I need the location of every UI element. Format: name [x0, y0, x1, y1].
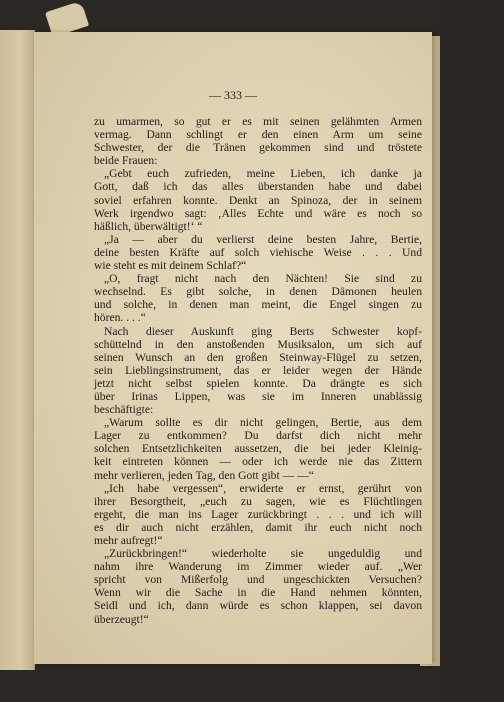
text-line: Seidl und ich, dann würde es schon klappen, sei davon: [94, 599, 422, 613]
text-line: überzeugt!“: [94, 612, 149, 626]
text-line: Schwester, der die Tränen gekommen sind und tröstete: [94, 141, 422, 155]
text-line: und solche, in denen man meint, die Engel singen zu: [94, 298, 422, 312]
text-line: jetzt nicht selbst spielen konnte. Da drängte es sich: [94, 376, 422, 390]
body-text: [94, 115, 422, 626]
text-line: beschäftigte:: [94, 403, 154, 417]
text-line: soviel erfahren konnte. Denkt an Spinoza, der in seinem: [94, 193, 422, 207]
text-line: sein Lieblingsinstrument, das er leider wegen der Hände: [94, 363, 422, 377]
text-line: „Warum sollte es dir nicht gelingen, Bertie, aus dem: [104, 416, 422, 430]
text-line: wechselnd. Es gibt solche, in denen Dämonen heulen: [94, 285, 422, 299]
text-line: vermag. Dann schlingt er den einen Arm um seine: [94, 128, 422, 142]
text-line: keit eintreten können — oder ich werde nie das Zittern: [94, 455, 422, 469]
text-line: „Zurückbringen!“ wiederholte sie ungeduldig und: [104, 547, 422, 561]
book-page: [34, 32, 432, 664]
text-line: mehr aufregt!“: [94, 534, 163, 547]
text-line: ergeht, die man ins Lager zurückbringt . . . und ich will: [94, 507, 422, 521]
text-line: wie steht es mit deinem Schlaf?“: [94, 259, 247, 273]
text-line: hören. . . .“: [94, 311, 146, 325]
text-line: Nach dieser Auskunft ging Berts Schwester kopf-: [104, 324, 422, 338]
page-number: — 333 —: [209, 88, 257, 102]
text-line: „Gebt euch zufrieden, meine Lieben, ich danke ja: [104, 167, 422, 181]
text-line: mehr verlieren, jeden Tag, den Gott gibt — —“: [94, 468, 314, 482]
text-line: ihrer Besorgtheit, „euch zu sagen, wie es Flüchtlingen: [94, 494, 422, 508]
text-line: schüttelnd in den anstoßenden Musiksalon, um sich auf: [94, 337, 422, 351]
text-line: über Irinas Lippen, was sie im Inneren unablässig: [94, 389, 422, 403]
background-edge: [440, 0, 504, 702]
text-line: nahm ihre Wanderung im Zimmer wieder auf. „Wer: [94, 560, 422, 574]
text-line: „Ich habe vergessen“, erwiderte er ernst, gerührt von: [104, 481, 422, 495]
text-line: beide Frauen:: [94, 154, 158, 168]
text-line: seinen Wunsch an den großen Steinway-Flügel zu setzen,: [94, 350, 422, 364]
text-line: Lager zu entkommen? Du darfst dich nicht mehr: [94, 429, 422, 443]
text-line: solchen Entsetzlichkeiten aussetzen, die bei jeder Kleinig-: [94, 442, 422, 456]
left-page-edge: [0, 30, 35, 670]
text-line: spricht von Mißerfolg und ungeschickten Versuchen?: [94, 573, 422, 587]
text-line: Wenn wir die Sache in die Hand nehmen könnten,: [94, 586, 422, 600]
text-line: „Ja — aber du verlierst deine besten Jahre, Bertie,: [104, 232, 422, 246]
text-line: es dir auch nicht erzählen, damit ihr euch nicht noch: [94, 520, 422, 534]
text-line: Werk irgendwo sagt: ‚Alles Echte und wäre es noch so: [94, 206, 422, 220]
text-line: häßlich, überwältigt!‘ “: [94, 219, 203, 233]
text-line: Gott, daß ich das alles überstanden habe und dabei: [94, 180, 422, 194]
text-line: „O, fragt nicht nach den Nächten! Sie sind zu: [104, 272, 422, 286]
text-line: zu umarmen, so gut er es mit seinen gelähmten Armen: [94, 115, 422, 128]
text-line: deine besten Kräfte auf solch viehische Weise . . . Und: [94, 245, 422, 259]
